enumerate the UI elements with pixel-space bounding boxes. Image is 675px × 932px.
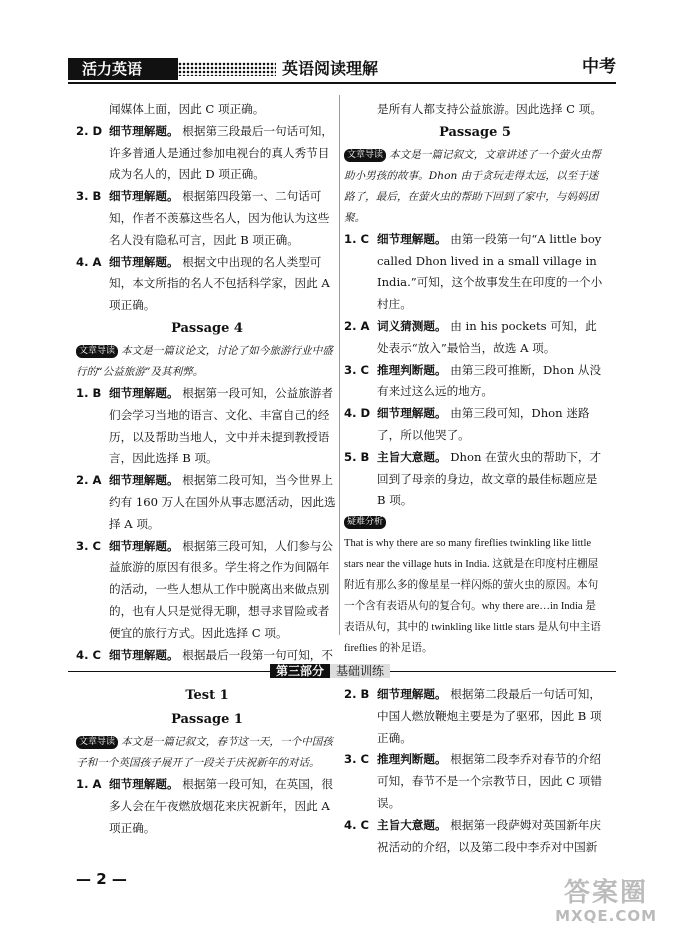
answer-number: 3. B	[76, 189, 102, 204]
answer-explanation: 由第三段可知，Dhon 迷路了，所以他哭了。	[377, 406, 590, 442]
test-heading: Test 1	[185, 688, 229, 703]
answer-explanation: 根据第二段可知，当今世界上约有 160 万人在国外从事志愿活动，因此选择 A 项。	[109, 473, 336, 531]
answer-item	[344, 360, 606, 404]
header-rule	[68, 82, 616, 84]
answer-item	[344, 684, 606, 749]
answer-number: 1. A	[76, 777, 102, 791]
answer-explanation: 根据第三段可知，人们参与公益旅游的原因有很多。学生将之作为间隔年的活动，一些人想从工作中脱离出来做点别的，也有人只是觉得无聊，想寻求冒险或者便宜的旅行方式。因此选择 C 项。	[109, 538, 333, 640]
answer-number: 4. C	[76, 647, 102, 662]
answer-item	[76, 536, 338, 645]
answer-item	[344, 815, 606, 859]
question-type: 细节理解题。	[377, 687, 447, 701]
question-type: 主旨大意题。	[377, 449, 447, 464]
question-type: 细节理解题。	[109, 123, 179, 138]
answer-number: 3. C	[76, 538, 102, 553]
summary-tag: 文章导读	[344, 149, 386, 162]
answer-number: 4. C	[344, 817, 370, 832]
answer-number: 5. B	[344, 449, 370, 464]
passage-summary	[76, 732, 338, 774]
question-type: 推理判断题。	[377, 752, 447, 767]
answer-explanation: 由第一段第一句“A little boy called Dhon lived in a small village in India.”可知，这个故事发生在印度的一个小村庄。	[377, 231, 603, 312]
watermark-url: MXQE.COM	[555, 907, 657, 925]
answer-item	[76, 252, 338, 317]
answer-number: 2. D	[76, 123, 103, 138]
header-brand: 活力英语	[68, 58, 178, 80]
continued-text: 闻媒体上面，因此 C 项正确。	[109, 102, 265, 116]
header-dot-pattern	[178, 62, 276, 76]
section-title	[270, 663, 390, 680]
note-tag: 疑难分析	[344, 516, 386, 529]
answer-number: 2. B	[344, 687, 370, 701]
note-text: That is why there are so many fireflies twinkling like little stars near the village huts in India. 这就是在印度村庄棚屋附近有那么多的像星星一样闪烁的萤火虫的原因。本句一个含有表语从句的复合句。why there are…in India 是表语从句，其中的 twinkling like little stars 是从句中主语 fireflies 的补足语。	[344, 538, 601, 655]
answer-number: 1. B	[76, 385, 102, 400]
answer-number: 2. A	[344, 318, 370, 333]
answer-number: 2. A	[76, 473, 102, 488]
page-number: — 2 —	[76, 870, 127, 888]
answer-item	[344, 403, 606, 447]
section-name: 基础训练	[330, 664, 390, 678]
answer-explanation: 根据第一段可知，在英国，很多人会在午夜燃放烟花来庆祝新年，因此 A 项正确。	[109, 777, 333, 835]
question-type: 细节理解题。	[109, 647, 179, 662]
answer-item	[344, 447, 606, 512]
bottom-right-column	[344, 684, 606, 858]
question-type: 词义猜测题。	[377, 318, 447, 333]
continued-text: 是所有人都支持公益旅游。因此选择 C 项。	[377, 102, 602, 116]
answer-explanation: 根据第三段最后一句话可知，许多普通人是通过参加电视台的真人秀节目成为名人的，因此 D 项正确。	[109, 123, 333, 182]
watermark-logo-text: 答案圈	[564, 878, 649, 908]
answer-item	[76, 121, 338, 186]
watermark	[555, 878, 657, 924]
question-type: 主旨大意题。	[377, 817, 447, 832]
answer-explanation: 根据第二段李乔对春节的介绍可知，春节不是一个宗教节日，因此 C 项错误。	[377, 752, 602, 810]
question-type: 细节理解题。	[109, 538, 179, 553]
answer-item	[76, 383, 338, 470]
summary-text: 本文是一篇记叙文，文章讲述了一个萤火虫帮助小男孩的故事。Dhon 由于贪玩走得太远，以至于迷路了，最后，在萤火虫的帮助下回到了家中，与妈妈团聚。	[344, 148, 601, 224]
answer-item	[344, 229, 606, 316]
question-type: 推理判断题。	[377, 362, 447, 377]
answer-explanation: 根据第一段可知，公益旅游者们会学习当地的语言、文化、丰富自己的经历，以及帮助当地人，文中并未提到教授语言，因此选择 B 项。	[109, 385, 333, 466]
answer-explanation: 由 in his pockets 可知，此处表示“放入”最恰当，故选 A 项。	[377, 318, 597, 355]
question-type: 细节理解题。	[109, 473, 179, 488]
summary-tag: 文章导读	[76, 345, 118, 358]
answer-number: 4. A	[76, 254, 102, 269]
right-column	[344, 99, 606, 659]
header-title: 英语阅读理解	[282, 59, 379, 78]
difficulty-analysis	[344, 512, 606, 659]
page-header	[68, 58, 616, 80]
answer-item	[76, 470, 338, 535]
answer-explanation: 根据第一段萨姆对英国新年庆祝活动的介绍，以及第二段中李乔对中国新	[377, 817, 601, 854]
question-type: 细节理解题。	[109, 777, 179, 791]
passage-heading: Passage 4	[171, 320, 243, 336]
summary-text: 本文是一篇议论文，讨论了如今旅游行业中盛行的“公益旅游”及其利弊。	[76, 344, 333, 378]
passage-heading: Passage 1	[171, 712, 243, 727]
question-type: 细节理解题。	[377, 406, 447, 421]
passage-summary	[344, 145, 606, 229]
answer-explanation: 根据文中出现的名人类型可知，本文所指的名人不包括科学家，因此 A 项正确。	[109, 254, 330, 313]
answer-item	[76, 186, 338, 251]
answer-explanation: 根据第四段第一、二句话可知，作者不羡慕这些名人，因为他认为这些名人没有隐私可言，因此 B 项正确。	[109, 189, 330, 247]
answer-item	[344, 749, 606, 814]
summary-tag: 文章导读	[76, 736, 118, 749]
summary-text: 本文是一篇记叙文，春节这一天，一个中国孩子和一个英国孩子展开了一段关于庆祝新年的对话。	[76, 736, 333, 769]
answer-item	[344, 316, 606, 360]
question-type: 细节理解题。	[109, 189, 179, 204]
passage-summary	[76, 341, 338, 383]
section-label: 第三部分	[270, 664, 330, 678]
answer-number: 3. C	[344, 752, 370, 767]
answer-item	[76, 774, 338, 839]
passage-heading: Passage 5	[439, 124, 511, 140]
question-type: 细节理解题。	[109, 385, 179, 400]
question-type: 细节理解题。	[109, 254, 179, 269]
question-type: 细节理解题。	[377, 231, 447, 246]
left-column	[76, 99, 338, 666]
answer-explanation: 根据最后一段第一句可知，不	[182, 647, 333, 662]
answer-explanation: 由第三段可推断，Dhon 从没有来过这么远的地方。	[377, 362, 602, 399]
column-divider	[339, 95, 340, 635]
answer-number: 4. D	[344, 406, 371, 421]
header-grade: 中考	[582, 57, 616, 77]
answer-number: 1. C	[344, 231, 370, 246]
answer-explanation: 根据第二段最后一句话可知，中国人燃放鞭炮主要是为了驱邪，因此 B 项正确。	[377, 687, 602, 745]
bottom-left-column	[76, 684, 338, 839]
answer-number: 3. C	[344, 362, 370, 377]
answer-explanation: Dhon 在萤火虫的帮助下，才回到了母亲的身边，故文章的最佳标题应是 B 项。	[377, 449, 602, 508]
